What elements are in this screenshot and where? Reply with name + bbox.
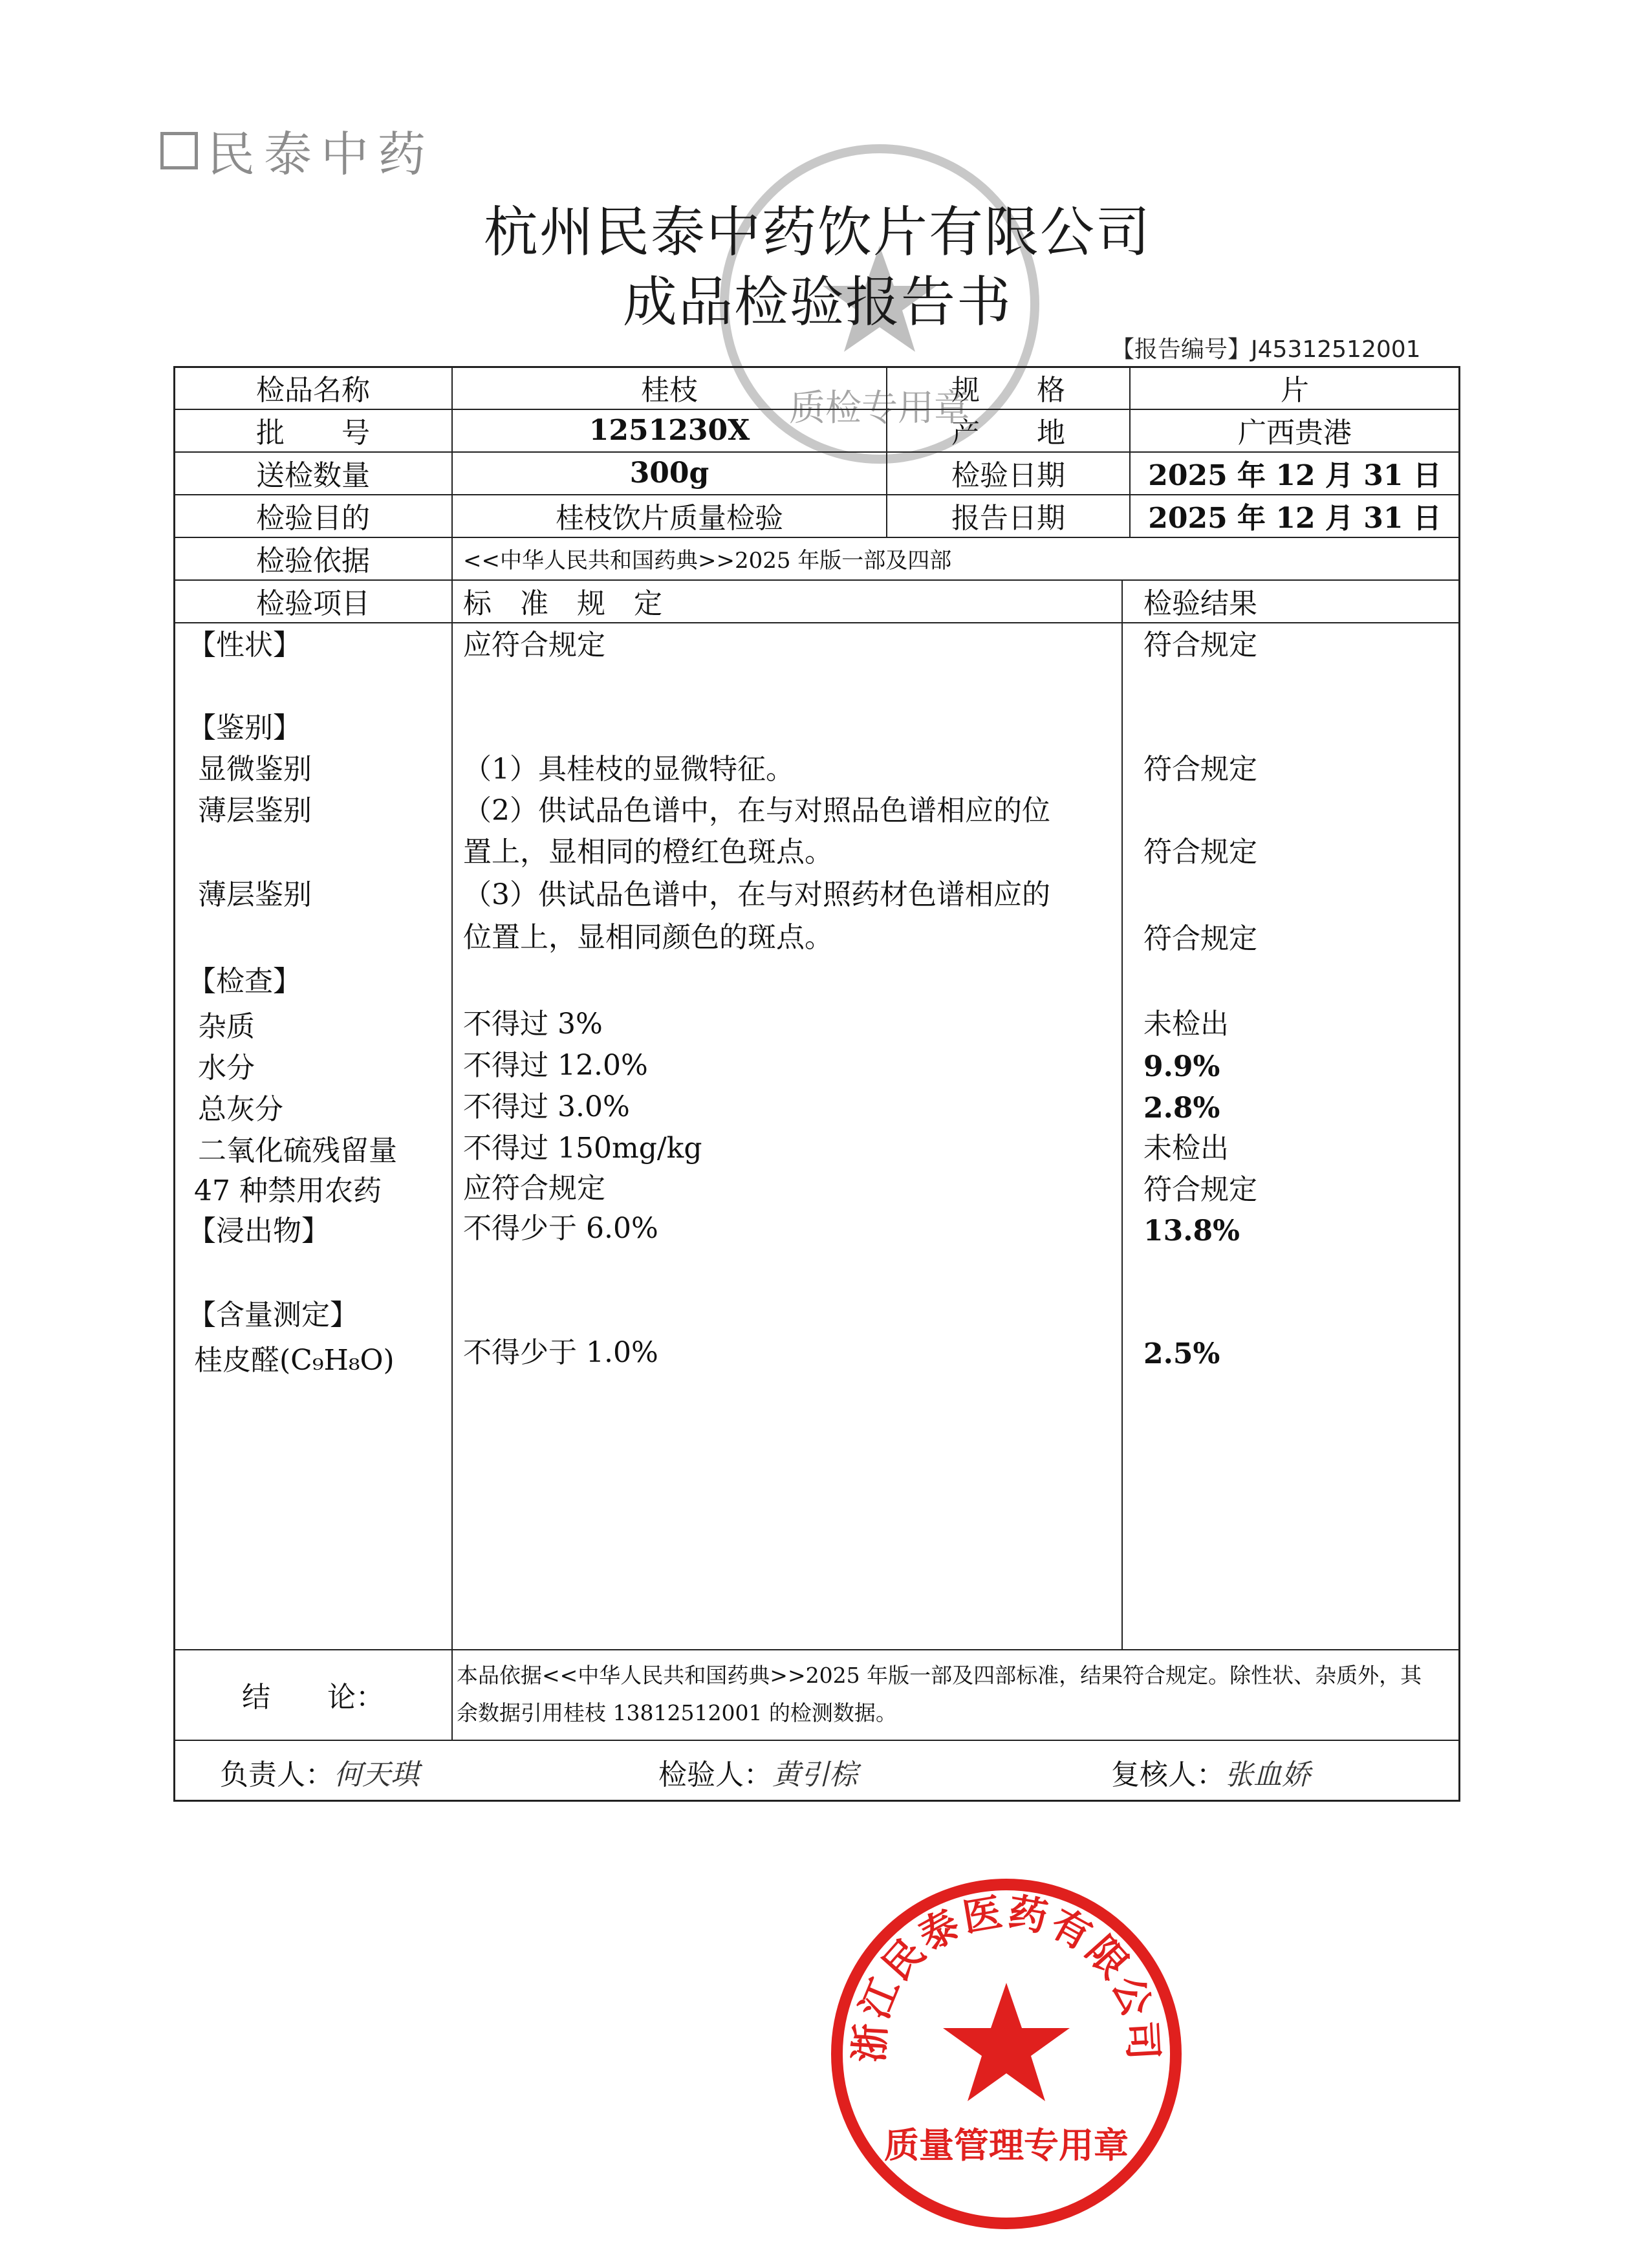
reviewer bbox=[1111, 1751, 1310, 1793]
item-microscopic: 显微鉴别 bbox=[198, 753, 312, 786]
item-extract: 【浸出物】 bbox=[188, 1215, 330, 1247]
result-impurity: 未检出 bbox=[1143, 1008, 1229, 1041]
company-seal-text: 浙江民泰医药有限公司 bbox=[847, 1889, 1166, 2064]
column-header-standard: 标 准 规 定 bbox=[463, 587, 662, 620]
item-impurity: 杂质 bbox=[198, 1010, 255, 1043]
label-purpose: 检验目的 bbox=[256, 502, 370, 535]
standard-so2: 不得过 150mg/kg bbox=[463, 1132, 702, 1165]
item-assay-heading: 【含量测定】 bbox=[188, 1299, 358, 1332]
logo-mark-icon bbox=[160, 132, 198, 169]
result-cinnamaldehyde: 2.5% bbox=[1143, 1337, 1220, 1370]
label-origin: 产 地 bbox=[951, 416, 1065, 449]
result-total-ash: 2.8% bbox=[1143, 1092, 1220, 1125]
inspector-signature: 黄引棕 bbox=[772, 1758, 858, 1791]
label-report-date: 报告日期 bbox=[951, 502, 1065, 535]
value-basis: <<中华人民共和国药典>>2025 年版一部及四部 bbox=[463, 547, 952, 574]
result-so2: 未检出 bbox=[1143, 1132, 1229, 1165]
report-number bbox=[1111, 331, 1421, 364]
value-report-date: 2025 年 12 月 31 日 bbox=[1148, 502, 1442, 535]
conclusion-text: 本品依据<<中华人民共和国药典>>2025 年版一部及四部标准，结果符合规定。除性状、杂质外，其余数据引用桂枝 13812512001 的检测数据。 bbox=[457, 1663, 1422, 1725]
label-basis: 检验依据 bbox=[256, 545, 370, 578]
standard-pesticides: 应符合规定 bbox=[463, 1172, 605, 1205]
result-pesticides: 符合规定 bbox=[1143, 1173, 1257, 1206]
item-character: 【性状】 bbox=[188, 629, 301, 662]
result-character: 符合规定 bbox=[1143, 629, 1257, 662]
value-inspection-date: 2025 年 12 月 31 日 bbox=[1148, 459, 1442, 492]
company-seal bbox=[825, 1873, 1187, 2235]
report-number-label: 【报告编号】 bbox=[1111, 336, 1251, 363]
item-so2: 二氧化硫残留量 bbox=[198, 1134, 397, 1167]
label-sample-name: 检品名称 bbox=[256, 374, 370, 407]
standard-tlc-1-line2: 置上，显相同的橙红色斑点。 bbox=[463, 836, 833, 869]
company-seal-subtext: 质量管理专用章 bbox=[884, 2125, 1129, 2166]
responsible-label: 负责人： bbox=[220, 1758, 334, 1791]
standard-character: 应符合规定 bbox=[463, 629, 605, 662]
value-batch: 1251230X bbox=[589, 413, 750, 447]
standard-impurity: 不得过 3% bbox=[463, 1008, 603, 1041]
value-origin: 广西贵港 bbox=[1238, 416, 1352, 449]
responsible-signature: 何天琪 bbox=[334, 1758, 419, 1791]
value-sample-name: 桂枝 bbox=[641, 374, 698, 407]
label-quantity: 送检数量 bbox=[256, 459, 370, 492]
standard-tlc-2-line1: （3）供试品色谱中，在与对照药材色谱相应的 bbox=[463, 878, 1050, 911]
item-pesticides: 47 种禁用农药 bbox=[194, 1174, 382, 1207]
result-microscopic: 符合规定 bbox=[1143, 753, 1257, 786]
result-moisture: 9.9% bbox=[1143, 1050, 1220, 1083]
standard-microscopic: （1）具桂枝的显微特征。 bbox=[463, 753, 794, 786]
item-moisture: 水分 bbox=[198, 1052, 255, 1085]
item-identification-heading: 【鉴别】 bbox=[188, 711, 301, 744]
document-title: 成品检验报告书 bbox=[622, 270, 1012, 334]
seal-star-icon bbox=[943, 1983, 1070, 2101]
item-cinnamaldehyde: 桂皮醛(C₉H₈O) bbox=[194, 1344, 395, 1377]
inspector-label: 检验人： bbox=[658, 1758, 772, 1791]
standard-cinnamaldehyde: 不得少于 1.0% bbox=[463, 1336, 658, 1369]
responsible-person bbox=[220, 1751, 419, 1793]
standard-tlc-2-line2: 位置上，显相同颜色的斑点。 bbox=[463, 921, 833, 954]
item-tlc-2: 薄层鉴别 bbox=[198, 878, 312, 911]
column-header-result: 检验结果 bbox=[1143, 587, 1257, 620]
result-tlc-1: 符合规定 bbox=[1143, 836, 1257, 869]
standard-tlc-1-line1: （2）供试品色谱中，在与对照品色谱相应的位 bbox=[463, 794, 1050, 827]
quality-inspection-stamp-text: 质检专用章 bbox=[789, 387, 970, 429]
result-extract: 13.8% bbox=[1143, 1215, 1240, 1247]
item-inspection-heading: 【检查】 bbox=[188, 965, 301, 998]
standard-extract: 不得少于 6.0% bbox=[463, 1212, 658, 1245]
label-batch: 批 号 bbox=[256, 416, 370, 449]
value-purpose: 桂枝饮片质量检验 bbox=[556, 502, 783, 535]
label-inspection-date: 检验日期 bbox=[951, 459, 1065, 492]
item-tlc-1: 薄层鉴别 bbox=[198, 794, 312, 827]
company-logo: 民泰中药 bbox=[160, 116, 435, 185]
result-tlc-2: 符合规定 bbox=[1143, 922, 1257, 955]
item-total-ash: 总灰分 bbox=[198, 1093, 283, 1126]
value-spec: 片 bbox=[1281, 374, 1309, 407]
company-name: 杭州民泰中药饮片有限公司 bbox=[483, 200, 1151, 264]
standard-total-ash: 不得过 3.0% bbox=[463, 1090, 630, 1123]
inspector bbox=[658, 1751, 858, 1793]
reviewer-signature: 张血娇 bbox=[1225, 1758, 1310, 1791]
reviewer-label: 复核人： bbox=[1111, 1758, 1225, 1791]
conclusion-label: 结 论： bbox=[242, 1681, 384, 1714]
label-spec: 规 格 bbox=[951, 374, 1065, 407]
standard-moisture: 不得过 12.0% bbox=[463, 1049, 648, 1082]
value-quantity: 300g bbox=[629, 456, 709, 490]
column-header-item: 检验项目 bbox=[256, 587, 370, 620]
report-number-value: J45312512001 bbox=[1251, 336, 1421, 363]
